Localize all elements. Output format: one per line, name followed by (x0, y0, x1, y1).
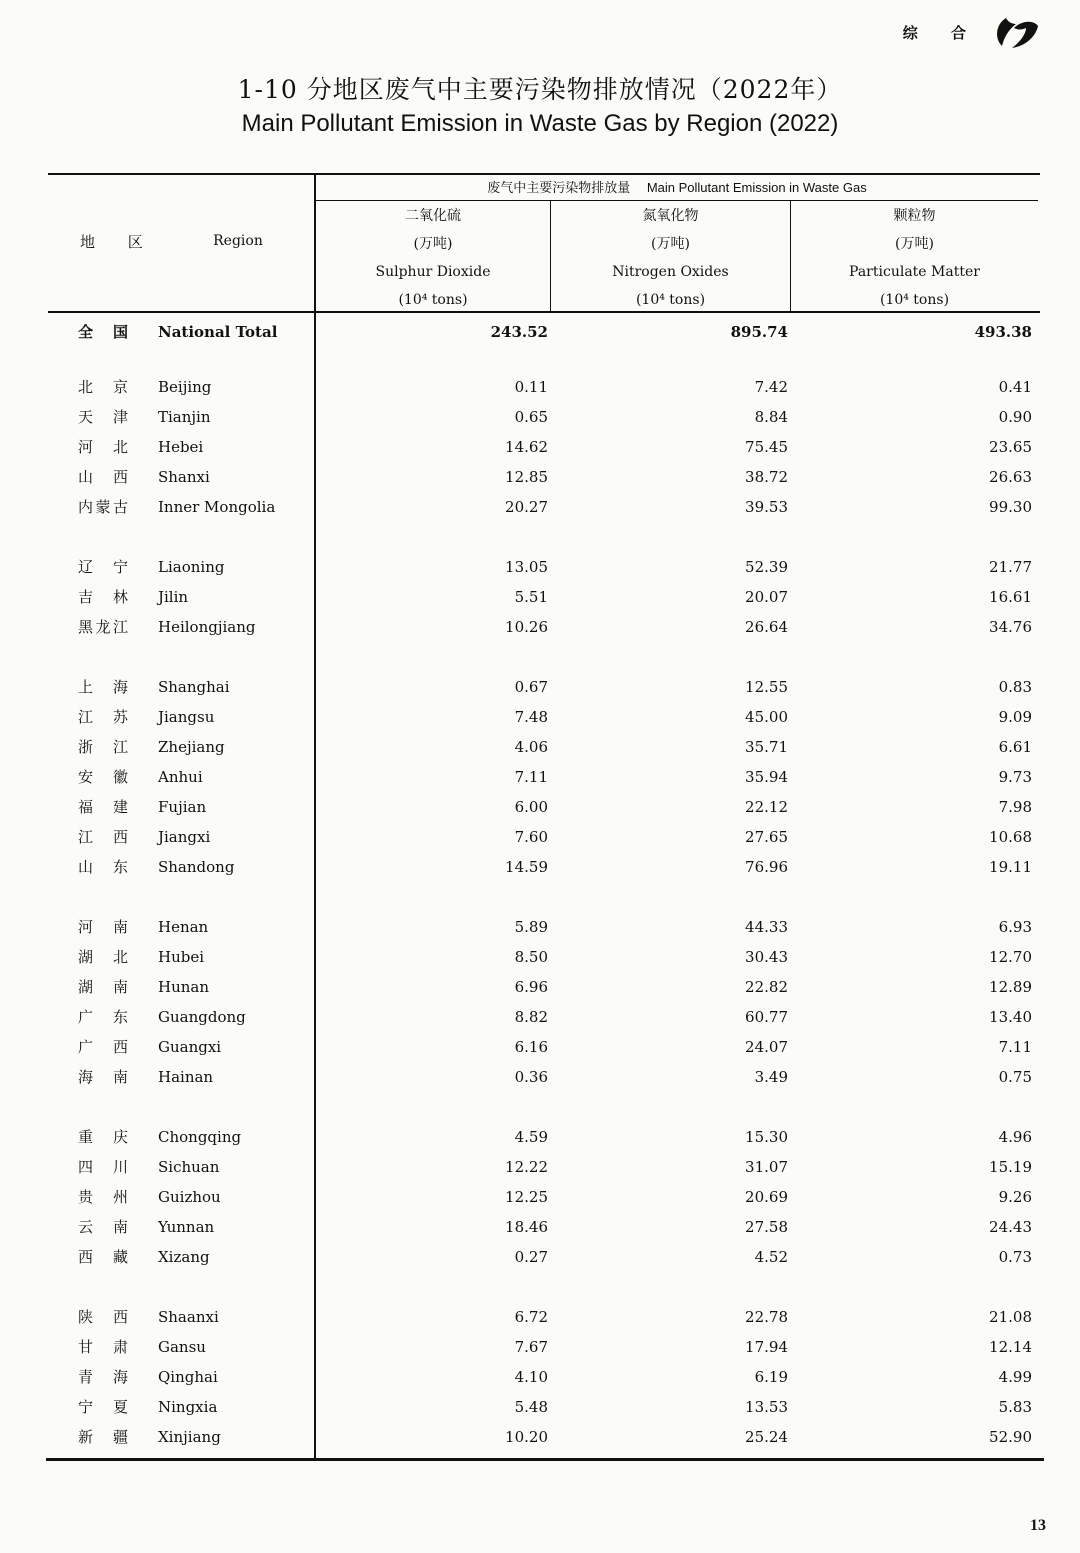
table-row (48, 1303, 1040, 1331)
so2-value: 6.72 (514, 1308, 548, 1326)
pm-value: 21.08 (989, 1308, 1032, 1326)
region-header-cn: 地 区 (80, 233, 157, 251)
so2-value: 4.59 (514, 1128, 548, 1146)
total-pm: 493.38 (974, 323, 1032, 341)
nox-header-en: Nitrogen Oxides (612, 264, 729, 280)
table-row (48, 553, 1040, 581)
nox-value: 45.00 (745, 708, 788, 726)
region-name-en: Jiangsu (158, 708, 215, 726)
total-so2: 243.52 (490, 323, 548, 341)
region-header-en: Region (213, 233, 263, 249)
region-name-en: Hebei (158, 438, 204, 456)
top-rule (48, 173, 1040, 175)
nox-header (551, 202, 790, 314)
region-name-en: Fujian (158, 798, 207, 816)
region-name-en: Guangxi (158, 1038, 222, 1056)
nox-unit-cn: (万吨) (651, 236, 690, 252)
pm-value: 0.75 (998, 1068, 1032, 1086)
nox-value: 24.07 (745, 1038, 788, 1056)
region-name-en: Xinjiang (158, 1428, 221, 1446)
nox-value: 25.24 (745, 1428, 788, 1446)
region-name-cn: 河北 (78, 438, 128, 456)
pm-value: 12.89 (989, 978, 1032, 996)
region-name-cn: 河南 (78, 918, 128, 936)
nox-value: 52.39 (745, 558, 788, 576)
pm-value: 10.68 (989, 828, 1032, 846)
pm-unit-en: (10⁴ tons) (879, 292, 950, 308)
region-name-en: Liaoning (158, 558, 225, 576)
region-name-cn: 贵州 (78, 1188, 128, 1206)
region-name-en: Anhui (158, 768, 203, 786)
region-name-cn: 广西 (78, 1038, 128, 1056)
region-name-cn: 新疆 (78, 1428, 128, 1446)
so2-value: 4.06 (514, 738, 548, 756)
table-row (48, 613, 1040, 641)
nox-value: 20.69 (745, 1188, 788, 1206)
region-name-cn: 浙江 (78, 738, 128, 756)
so2-value: 4.10 (514, 1368, 548, 1386)
so2-value: 10.26 (505, 618, 548, 636)
nox-value: 75.45 (745, 438, 788, 456)
so2-value: 7.67 (514, 1338, 548, 1356)
group-header-en: Main Pollutant Emission in Waste Gas (646, 180, 867, 195)
nox-value: 38.72 (745, 468, 788, 486)
region-name-cn: 辽宁 (78, 558, 128, 576)
page-number: 13 (1030, 1517, 1046, 1534)
region-name-en: Hunan (158, 978, 210, 996)
table-title-cn: 1-10 分地区废气中主要污染物排放情况（2022年） (237, 75, 843, 104)
so2-value: 20.27 (505, 498, 548, 516)
region-name-cn: 湖北 (78, 948, 128, 966)
region-name-en: Shanghai (158, 678, 230, 696)
table-row (48, 943, 1040, 971)
region-name-en: Tianjin (158, 408, 211, 426)
so2-value: 10.20 (505, 1428, 548, 1446)
pm-value: 52.90 (989, 1428, 1032, 1446)
group-rule (316, 200, 1038, 201)
table-row (48, 1123, 1040, 1151)
table-row (48, 433, 1040, 461)
so2-header-en: Sulphur Dioxide (375, 264, 491, 280)
publisher-logo-icon (992, 12, 1040, 52)
table-row (48, 1243, 1040, 1271)
table-row (48, 1333, 1040, 1361)
nox-value: 76.96 (745, 858, 788, 876)
region-name-cn: 甘肃 (78, 1338, 128, 1356)
region-name-en: Shanxi (158, 468, 210, 486)
table-row (48, 373, 1040, 401)
pm-value: 0.41 (998, 378, 1032, 396)
region-name-en: Jiangxi (158, 828, 211, 846)
nox-value: 44.33 (745, 918, 788, 936)
region-name-en: Xizang (158, 1248, 210, 1266)
region-name-cn: 青海 (78, 1368, 128, 1386)
region-name-cn: 湖南 (78, 978, 128, 996)
pm-value: 23.65 (989, 438, 1032, 456)
nox-value: 7.42 (754, 378, 788, 396)
pm-value: 16.61 (989, 588, 1032, 606)
region-name-en: Ningxia (158, 1398, 218, 1416)
pm-header (791, 202, 1038, 314)
table-row (48, 1423, 1040, 1451)
region-name-cn: 宁夏 (78, 1398, 128, 1416)
pm-value: 19.11 (989, 858, 1032, 876)
table-row (48, 703, 1040, 731)
region-name-en: Jilin (158, 588, 189, 606)
so2-header (316, 202, 550, 314)
so2-value: 7.11 (514, 768, 548, 786)
region-name-cn: 山东 (78, 858, 128, 876)
table-row (48, 1033, 1040, 1061)
group-header (316, 177, 1038, 196)
region-name-en: Beijing (158, 378, 212, 396)
nox-value: 4.52 (754, 1248, 788, 1266)
nox-value: 8.84 (754, 408, 788, 426)
so2-value: 0.11 (514, 378, 548, 396)
nox-value: 15.30 (745, 1128, 788, 1146)
nox-value: 6.19 (754, 1368, 788, 1386)
pm-value: 9.26 (998, 1188, 1032, 1206)
pm-value: 7.11 (998, 1038, 1032, 1056)
pm-value: 99.30 (989, 498, 1032, 516)
nox-value: 31.07 (745, 1158, 788, 1176)
region-name-cn: 江苏 (78, 708, 128, 726)
so2-value: 8.82 (514, 1008, 548, 1026)
table-row (48, 733, 1040, 761)
so2-value: 18.46 (505, 1218, 548, 1236)
so2-value: 6.96 (514, 978, 548, 996)
pm-header-cn: 颗粒物 (893, 208, 936, 224)
nox-value: 30.43 (745, 948, 788, 966)
total-nox: 895.74 (730, 323, 788, 341)
pm-value: 12.14 (989, 1338, 1032, 1356)
pm-value: 0.90 (998, 408, 1032, 426)
so2-value: 12.85 (505, 468, 548, 486)
nox-value: 27.65 (745, 828, 788, 846)
so2-unit-en: (10⁴ tons) (398, 292, 468, 308)
running-header (903, 12, 1040, 52)
region-name-en: Qinghai (158, 1368, 218, 1386)
so2-value: 13.05 (505, 558, 548, 576)
table-row (48, 1363, 1040, 1391)
region-name-cn: 福建 (78, 798, 128, 816)
region-name-en: Heilongjiang (158, 618, 256, 636)
so2-value: 8.50 (514, 948, 548, 966)
nox-value: 12.55 (745, 678, 788, 696)
table-row (48, 403, 1040, 431)
so2-value: 5.89 (514, 918, 548, 936)
region-name-en: Yunnan (158, 1218, 215, 1236)
nox-unit-en: (10⁴ tons) (635, 292, 706, 308)
nox-value: 60.77 (745, 1008, 788, 1026)
region-name-cn: 天津 (78, 408, 128, 426)
region-name-en: Shaanxi (158, 1308, 219, 1326)
pm-value: 13.40 (989, 1008, 1032, 1026)
region-name-en: Hainan (158, 1068, 214, 1086)
region-name-cn: 北京 (78, 378, 128, 396)
table-row (48, 793, 1040, 821)
table-row (48, 1393, 1040, 1421)
region-name-en: Henan (158, 918, 209, 936)
pm-value: 9.73 (998, 768, 1032, 786)
so2-value: 5.51 (514, 588, 548, 606)
pm-value: 34.76 (989, 618, 1032, 636)
nox-value: 20.07 (745, 588, 788, 606)
pm-header-en: Particulate Matter (849, 264, 980, 280)
region-name-cn: 山西 (78, 468, 128, 486)
nox-value: 22.12 (745, 798, 788, 816)
pm-value: 4.99 (998, 1368, 1032, 1386)
pm-value: 24.43 (989, 1218, 1032, 1236)
region-name-en: Inner Mongolia (158, 498, 276, 516)
region-name-cn: 云南 (78, 1218, 128, 1236)
pm-value: 15.19 (989, 1158, 1032, 1176)
table-row (48, 1153, 1040, 1181)
region-name-cn: 海南 (78, 1068, 128, 1086)
table-row (48, 823, 1040, 851)
region-name-cn: 重庆 (78, 1128, 128, 1146)
region-name-cn: 广东 (78, 1008, 128, 1026)
pm-value: 7.98 (998, 798, 1032, 816)
pm-value: 0.73 (998, 1248, 1032, 1266)
region-name-cn: 西藏 (78, 1248, 128, 1266)
so2-value: 12.22 (505, 1158, 548, 1176)
so2-value: 6.16 (514, 1038, 548, 1056)
nox-value: 35.94 (745, 768, 788, 786)
region-name-cn: 江西 (78, 828, 128, 846)
region-name-en: Gansu (158, 1338, 206, 1356)
nox-value: 35.71 (745, 738, 788, 756)
region-name-en: Sichuan (158, 1158, 220, 1176)
region-name-en: Zhejiang (158, 738, 225, 756)
nox-value: 22.82 (745, 978, 788, 996)
nox-value: 39.53 (745, 498, 788, 516)
region-name-cn: 黑龙江 (78, 618, 128, 636)
nox-value: 13.53 (745, 1398, 788, 1416)
table-row (48, 583, 1040, 611)
nox-value: 3.49 (754, 1068, 788, 1086)
table-row (48, 913, 1040, 941)
pm-value: 4.96 (998, 1128, 1032, 1146)
table-row (48, 973, 1040, 1001)
table-row (48, 673, 1040, 701)
region-name-cn: 吉林 (78, 588, 128, 606)
nox-header-cn: 氮氧化物 (642, 208, 699, 224)
region-name-cn: 内蒙古 (78, 498, 128, 516)
region-name-cn: 陕西 (78, 1308, 128, 1326)
so2-value: 7.60 (514, 828, 548, 846)
nox-value: 26.64 (745, 618, 788, 636)
so2-value: 0.36 (514, 1068, 548, 1086)
region-name-en: Guangdong (158, 1008, 246, 1026)
table-row (48, 1213, 1040, 1241)
pm-value: 21.77 (989, 558, 1032, 576)
so2-value: 0.67 (514, 678, 548, 696)
nox-value: 17.94 (745, 1338, 788, 1356)
section-label: 综 合 (902, 23, 980, 42)
region-name-cn: 四川 (78, 1158, 128, 1176)
so2-value: 0.27 (514, 1248, 548, 1266)
emission-table (48, 173, 1040, 1463)
so2-unit-cn: (万吨) (413, 236, 453, 252)
so2-value: 7.48 (514, 708, 548, 726)
table-title-en: Main Pollutant Emission in Waste Gas by Region (2022) (241, 110, 839, 137)
group-header-cn: 废气中主要污染物排放量 (487, 181, 631, 196)
pm-value: 6.93 (998, 918, 1032, 936)
so2-value: 5.48 (514, 1398, 548, 1416)
so2-value: 12.25 (505, 1188, 548, 1206)
so2-value: 14.62 (505, 438, 548, 456)
nox-value: 27.58 (745, 1218, 788, 1236)
so2-value: 14.59 (505, 858, 548, 876)
national-total-row (48, 318, 1040, 346)
region-name-en: Guizhou (158, 1188, 221, 1206)
pm-value: 5.83 (998, 1398, 1032, 1416)
pm-value: 9.09 (998, 708, 1032, 726)
pm-value: 12.70 (989, 948, 1032, 966)
total-region-cn: 全 国 (78, 323, 128, 341)
table-row (48, 493, 1040, 521)
so2-value: 6.00 (514, 798, 548, 816)
region-name-en: Shandong (158, 858, 235, 876)
pm-unit-cn: (万吨) (895, 236, 934, 252)
region-name-en: Hubei (158, 948, 205, 966)
total-region-en: National Total (158, 323, 278, 341)
table-row (48, 853, 1040, 881)
region-name-cn: 安徽 (78, 768, 128, 786)
region-name-en: Chongqing (158, 1128, 242, 1146)
table-row (48, 1063, 1040, 1091)
nox-value: 22.78 (745, 1308, 788, 1326)
pm-value: 6.61 (998, 738, 1032, 756)
table-row (48, 1003, 1040, 1031)
bottom-rule (46, 1458, 1044, 1461)
so2-value: 0.65 (514, 408, 548, 426)
table-row (48, 763, 1040, 791)
pm-value: 26.63 (989, 468, 1032, 486)
pm-value: 0.83 (998, 678, 1032, 696)
so2-header-cn: 二氧化硫 (405, 208, 461, 224)
region-name-cn: 上海 (78, 678, 128, 696)
table-row (48, 463, 1040, 491)
table-row (48, 1183, 1040, 1211)
